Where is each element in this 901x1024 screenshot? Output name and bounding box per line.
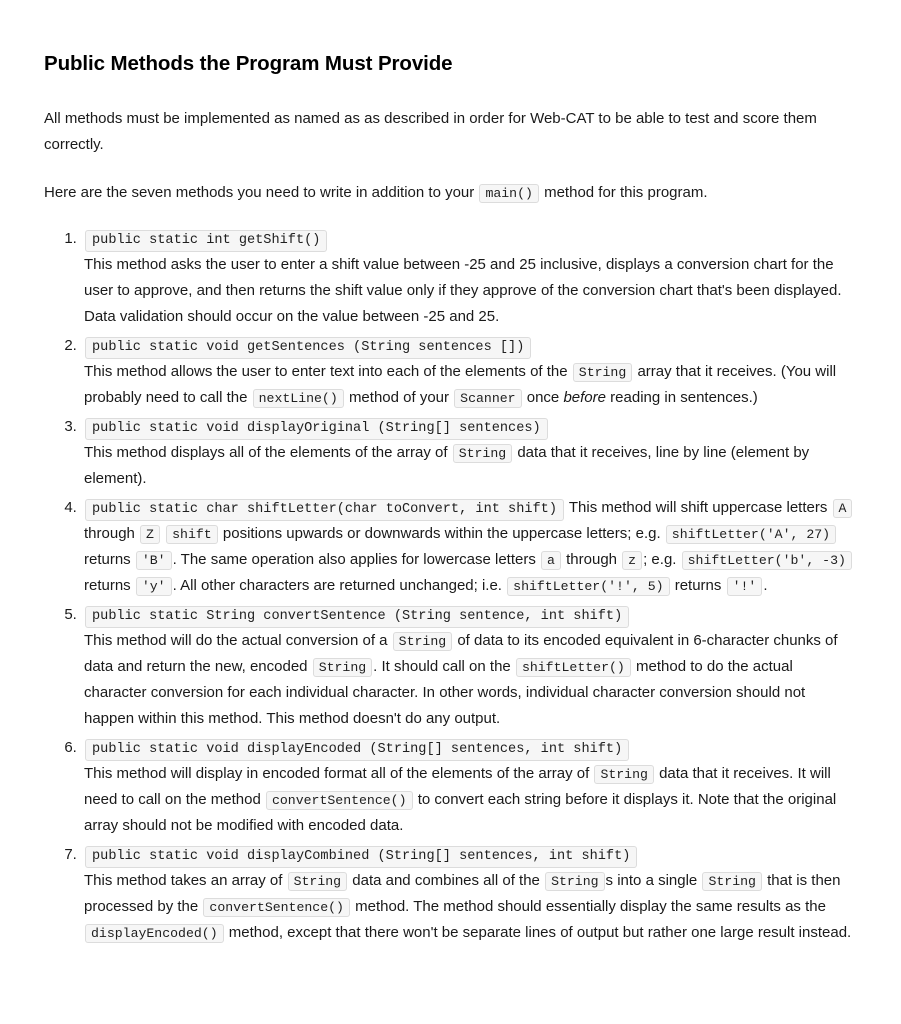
method-signature-3: public static void displayOriginal (String[] sentences) (85, 418, 548, 440)
method-item-7 (81, 842, 857, 946)
inline-code-letter-z-lower: z (622, 551, 642, 570)
method-description-4 (84, 495, 857, 599)
desc-text: returns (84, 551, 131, 568)
method-item-6 (81, 735, 857, 839)
method-signature-line (84, 735, 857, 761)
inline-code-string: String (702, 872, 761, 891)
method-description-7 (84, 868, 857, 946)
method-description-6 (84, 761, 857, 839)
method-signature-4: public static char shiftLetter(char toConvert, int shift) (85, 499, 564, 521)
inline-code-letter-a-lower: a (541, 551, 561, 570)
method-item-5 (81, 602, 857, 732)
inline-code-scanner: Scanner (454, 389, 521, 408)
inline-code-letter-z-upper: Z (140, 525, 160, 544)
method-signature-line (84, 842, 857, 868)
inline-code-main: main() (479, 184, 538, 203)
desc-text: returns (84, 577, 131, 594)
desc-text: method of your (348, 389, 449, 406)
inline-code-shiftletter-a27: shiftLetter('A', 27) (666, 525, 836, 544)
desc-text: ; e.g. (643, 551, 677, 568)
method-description-2 (84, 359, 857, 411)
method-description-1: This method asks the user to enter a shift value between -25 and 25 inclusive, displays a conversion chart for the user to approve, and then returns the shift value only if they approve of the conversion chart that's been displayed. Data validation should occur on the value between -25 and 25. (84, 256, 842, 325)
lead-in-before: Here are the seven methods you need to write in addition to your (44, 184, 475, 201)
methods-list (44, 226, 857, 946)
method-description-3 (84, 440, 857, 492)
inline-code-shiftletter-b-3: shiftLetter('b', -3) (682, 551, 852, 570)
desc-text: method to do the actual character conversion for each individual character. In other words, individual character conversion should not happen within this method. This method doesn't do any output. (84, 658, 806, 727)
inline-code-displayencoded: displayEncoded() (85, 924, 224, 943)
intro-paragraph: All methods must be implemented as named as as described in order for Web-CAT to be able to test and score them correctly. (44, 110, 817, 153)
inline-code-result-bang: '!' (727, 577, 763, 596)
desc-text: array that it receives. (You will probably need to call the (84, 363, 837, 406)
inline-code-string: String (313, 658, 372, 677)
inline-code-string: String (288, 872, 347, 891)
desc-text: data that it receives, line by line (element by element). (84, 444, 810, 487)
method-description-5 (84, 628, 857, 732)
desc-text: This method takes an array of (84, 872, 283, 889)
method-signature-line (84, 333, 857, 359)
method-signature-6: public static void displayEncoded (String[] sentences, int shift) (85, 739, 629, 761)
desc-text: method. The method should essentially display the same results as the (355, 898, 826, 915)
inline-code-result-y: 'y' (136, 577, 172, 596)
inline-code-string: String (545, 872, 604, 891)
desc-text: method, except that there won't be separate lines of output but rather one large result instead. (228, 924, 852, 941)
desc-text: returns (674, 577, 722, 594)
method-signature-line (84, 414, 857, 440)
inline-code-string: String (453, 444, 512, 463)
desc-text: This method will shift uppercase letters (568, 499, 828, 516)
method-signature-line (84, 226, 857, 252)
inline-code-string: String (573, 363, 632, 382)
desc-text: This method allows the user to enter text into each of the elements of the (84, 363, 568, 380)
inline-code-convertsentence: convertSentence() (266, 791, 413, 810)
inline-code-nextline: nextLine() (253, 389, 344, 408)
desc-text: of data to its encoded equivalent in 6-character chunks of data and return the new, encoded (84, 632, 838, 675)
inline-code-result-b: 'B' (136, 551, 172, 570)
inline-code-convertsentence: convertSentence() (203, 898, 350, 917)
desc-text: This method will do the actual conversion of a (84, 632, 388, 649)
emphasis-before: before (563, 389, 606, 406)
desc-text: positions upwards or downwards within the uppercase letters; e.g. (222, 525, 661, 542)
inline-code-shift: shift (166, 525, 218, 544)
desc-text: This method displays all of the elements of the array of (84, 444, 448, 461)
desc-text: . It should call on the (373, 658, 511, 675)
inline-code-letter-a-upper: A (833, 499, 853, 518)
method-item-4 (81, 495, 857, 599)
desc-text: to convert each string before it displays it. Note that the original array should not be modified with encoded data. (84, 791, 837, 834)
inline-code-string: String (393, 632, 452, 651)
desc-text: This method will display in encoded format all of the elements of the array of (84, 765, 590, 782)
desc-text: s into a single (605, 872, 698, 889)
method-signature-5: public static String convertSentence (String sentence, int shift) (85, 606, 629, 628)
desc-text: . (763, 577, 768, 594)
lead-in-after: method for this program. (544, 184, 708, 201)
method-signature-1: public static int getShift() (85, 230, 327, 252)
desc-text: . All other characters are returned unchanged; i.e. (172, 577, 502, 594)
method-item-1 (81, 226, 857, 330)
desc-text: through (566, 551, 617, 568)
desc-text: data that it receives. It will need to call on the method (84, 765, 831, 808)
method-signature-7: public static void displayCombined (String[] sentences, int shift) (85, 846, 637, 868)
desc-text: once (526, 389, 560, 406)
method-item-3 (81, 414, 857, 492)
method-signature-2: public static void getSentences (String sentences []) (85, 337, 531, 359)
method-item-2 (81, 333, 857, 411)
desc-text: through (84, 525, 135, 542)
desc-text: that is then processed by the (84, 872, 841, 915)
page-title: Public Methods the Program Must Provide (44, 52, 453, 75)
desc-text: reading in sentences.) (610, 389, 758, 406)
desc-text: . The same operation also applies for lowercase letters (172, 551, 536, 568)
inline-code-shiftletter-bang5: shiftLetter('!', 5) (507, 577, 669, 596)
inline-code-string: String (594, 765, 653, 784)
lead-in-paragraph (44, 180, 857, 206)
method-signature-line (84, 602, 857, 628)
desc-text: data and combines all of the (352, 872, 540, 889)
inline-code-shiftletter: shiftLetter() (516, 658, 631, 677)
